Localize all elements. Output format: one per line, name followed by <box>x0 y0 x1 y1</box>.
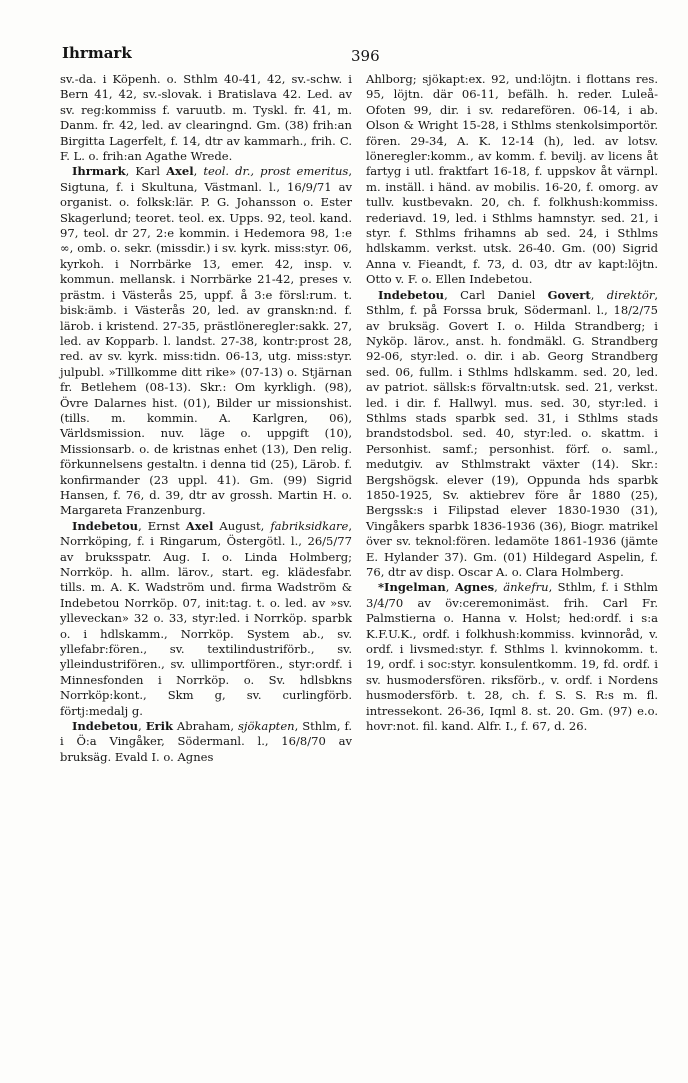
entry-surname: Indebetou <box>72 518 139 533</box>
entry-given-names: , Ernst <box>138 518 186 533</box>
entry-text: , Norrköping, f. i Ringarum, Östergötl. l., 26/5/77 av bruksspatr. Aug. I. o. Linda Holmberg; Norrköp. h. allm. lärov., start. eg. klädesfabr. tills. m. A. K. Wadström und. firma Wadström & Indebetou Norrköp. 07, init:tag. t. o. led. av »sv. ylleveckan» 32 o. 33, styr:led. i Norrköp. sparbk o. i hdlskamm., Norrköp. System ab., sv. yllefabr:fören., sv. textilindustriförb., sv. ylleindustrifören., sv. ullimportfören., styr:ordf. i Minnesfonden i Norrköp. o. Sv. hdlsbkns Norrköp:kont., Skm g, sv. curlingförb. förtj:medalj g. <box>60 518 352 718</box>
entry-called-name: Govert <box>547 287 591 302</box>
entry-title: änkefru <box>503 580 549 595</box>
entry-given-names: , <box>138 719 146 734</box>
entry-called-name: Axel <box>185 518 214 533</box>
biography-entry <box>60 719 352 765</box>
biography-entry <box>366 288 658 581</box>
entry-title: fabriksidkare <box>270 518 349 533</box>
entry-surname: Indebetou <box>378 287 445 302</box>
entry-text: Ahlborg; sjökapt:ex. 92, und:löjtn. i flottans res. 95, löjtn. där 06-11, befälh. h. reder. Luleå-Ofoten 99, dir. i sv. redarefören. 06-14, i ab. Olson & Wright 15-28, i Sthlms stenkolsimportör. fören. 29-34, A. K. 12-14 (h), led. av lotsv. löneregler:komm., av komm. f. bevilj. av licens åt fartyg i utl. fraktfart 16-18, f. uppskov åt värnpl. m. inställ. i händ. av mobilis. 16-20, f. omorg. av tullv. kustbevakn. 20, ch. f. folkhush:kommiss. rederiavd. 19, led. i Sthlms hamnstyr. sed. 21, i styr. f. Sthlms frihamns ab sed. 24, i Sthlms hdlskamm. verkst. utsk. 26-40. Gm. (00) Sigrid Anna v. Fieandt, f. 73, d. 03, dtr av kapt:löjtn. Otto v. F. o. Ellen Indebetou. <box>366 72 658 287</box>
entry-separator: Abraham, <box>172 719 238 734</box>
entry-text: , Sthlm, f. i Sthlm 3/4/70 av öv:ceremonimäst. frih. Carl Fr. Palmstierna o. Hanna v. Holst; hed:ordf. i s:a K.F.U.K., ordf. i folkhush:kommiss. kvinnoråd, v. ordf. i livsmed:styr. f. Sthlms l. kvinnokomm. t. 19, ordf. i soc:styr. konsulentkomm. 19, fd. ordf. i sv. husmodersfören. riksförb., v. ordf. i Nordens husmodersförb. t. 28, ch. f. S. S. R:s m. fl. intressekont. 26-36, Iqml 8. st. 20. Gm. (97) e.o. hovr:not. fil. kand. Alfr. I., f. 67, d. 26. <box>366 580 659 734</box>
entry-called-name: Erik <box>145 719 173 734</box>
entry-continuation <box>366 72 658 288</box>
entry-given-names: , Carl Daniel <box>444 287 548 302</box>
entry-title: sjökapten <box>237 719 295 734</box>
entry-text: , Sigtuna, f. i Skultuna, Västmanl. l., 16/9/71 av organist. o. folksk:lär. P. G. Johansson o. Ester Skagerlund; teoret. teol. ex. Upps. 92, teol. kand. 97, teol. dr 27, 2:e kommin. i Hedemora 98, 1:e ∞, omb. o. sekr. (missdir.) i sv. kyrk. miss:styr. 06, kyrkoh. i Norrbärke 13, emer. 42, insp. v. kommun. mellansk. i Norrbärke 21-42, preses v. prästm. i Västerås 25, uppf. å 3:e försl:rum. t. bisk:ämb. i Västerås 20, led. av granskn:nd. f. lärob. i kristend. 27-35, prästlöneregler:sakk. 27, led. av Kopparb. l. landst. 27-38, kontr:prost 28, red. av sv. kyrk. miss:tidn. 06-13, utg. miss:styr. julpubl. »Tillkomme ditt rike» (07-13) o. Stjärnan fr. Betlehem (08-13). Skr.: Om kyrkligh. (98), Övre Dalarnes hist. (01), Bilder ur missionshist. (tills. m. kommin. A. Karlgren, 06), Världsmission. nuv. läge o. uppgift (10), Missionsarb. o. de kristnas enhet (13), Den relig. förkunnelsens gestaltn. i denna tid (25), Lärob. f. konfirmander (23 uppl. 41). Gm. (99) Sigrid Hansen, f. 76, d. 39, dtr av grossh. Martin H. o. Margareta Franzenburg. <box>60 164 352 518</box>
entry-text: , Sthlm, f. på Forssa bruk, Södermanl. l., 18/2/75 av bruksäg. Govert I. o. Hilda Strandberg; i Nyköp. lärov., anst. h. fondmäkl. G. Strandberg 92-06, styr:led. o. dir. i ab. Georg Strandberg sed. 06, fullm. i Sthlms hdlskamm. sed. 20, led. av patriot. sällsk:s förvaltn:utsk. sed. 21, verkst. led. i dir. f. Hallwyl. mus. sed. 30, styr:led. i Sthlms stads sparbk sed. 31, i Sthlms stads brandstodsbol. sed. 40, styr:led. o. skattm. i Personhist. samf.; personhist. förf. o. saml., medutgiv. av Sthlmstrakt växter (14). Skr.: Bergshögsk. elever (19), Oppunda hds sparbk 1850-1925, Sv. aktiebrev före år 1880 (25), Bergssk:s i Filipstad elever 1830-1930 (31), Vingåkers sparbk 1836-1936 (36), Biogr. matrikel över sv. teknol:fören. ledamöte 1861-1936 (jämte E. Hylander 37). Gm. (01) Hildegard Aspelin, f. 76, dtr av disp. Oscar A. o. Clara Holmberg. <box>366 287 659 579</box>
entry-separator: , <box>590 287 607 302</box>
entry-separator: , <box>494 580 504 595</box>
entry-separator: August, <box>213 518 271 533</box>
biography-entry <box>60 519 352 719</box>
entry-called-name: Axel <box>166 164 194 179</box>
entry-continuation <box>60 72 352 164</box>
biography-entry <box>60 164 352 518</box>
entry-text: sv.-da. i Köpenh. o. Sthlm 40-41, 42, sv.-schw. i Bern 41, 42, sv.-slovak. i Bratislava 42. Led. av sv. reg:kommiss f. varuutb. m. Tyskl. fr. 41, m. Danm. fr. 42, led. av clearingnd. Gm. (38) frih:an Birgitta Lagerfelt, f. 14, dtr av kammarh., frih. C. F. L. o. frih:an Agathe Wrede. <box>60 72 352 164</box>
entry-separator: , <box>193 164 204 179</box>
entry-surname: Indebetou <box>72 719 139 734</box>
biography-entry <box>366 580 658 734</box>
entry-given-names: , Karl <box>125 164 167 179</box>
entry-title: teol. dr., prost emeritus <box>203 164 349 179</box>
left-column <box>60 72 352 765</box>
entry-text: , Sthlm, f. i Ö:a Vingåker, Södermanl. l., 16/8/70 av bruksäg. Evald I. o. Agnes <box>60 719 353 764</box>
entry-called-name: Agnes <box>454 580 495 595</box>
page-number: 396 <box>351 47 380 65</box>
entry-title: direktör <box>606 287 655 302</box>
entry-surname: *Ingelman <box>378 580 446 595</box>
running-head: Ihrmark <box>62 44 132 62</box>
right-column <box>366 72 658 734</box>
entry-surname: Ihrmark <box>72 164 126 179</box>
entry-given-names: , <box>445 580 455 595</box>
